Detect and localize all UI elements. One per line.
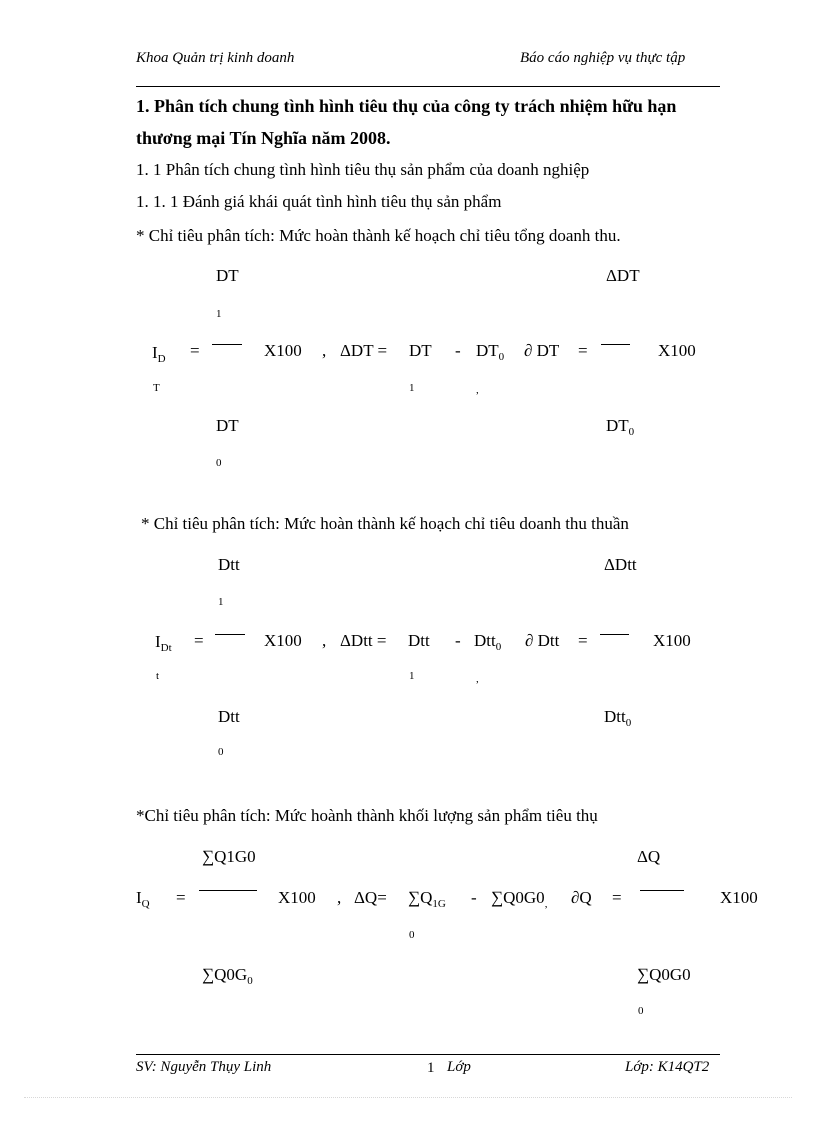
f2-index-symbol: $I_{Dt}$ <box>155 632 172 654</box>
f2-numerator: Dtt <box>218 555 240 574</box>
f1-separator: , <box>322 341 327 360</box>
f1-comma: , <box>476 384 479 396</box>
f2-x100-a: X100 <box>264 631 302 650</box>
f3-index-symbol: $I_Q$ <box>136 888 150 910</box>
page-bottom-border <box>24 1097 792 1098</box>
f1-minus: - <box>455 341 461 360</box>
f1-fraction-bar-2 <box>601 344 630 345</box>
f1-denominator-subscript: 0 <box>216 457 222 469</box>
f3-delta-numerator: ΔQ <box>637 847 661 866</box>
f2-numerator-subscript: 1 <box>218 596 224 608</box>
heading-line-1: 1. Phân tích chung tình hình tiêu thụ của công ty trách nhiệm hữu hạn <box>136 96 677 116</box>
f2-denominator: Dtt <box>218 707 240 726</box>
footer-page-label: Lớp <box>447 1059 471 1075</box>
section-1-1-1: 1. 1. 1 Đánh giá khái quát tình hình tiêu thụ sản phẩm <box>136 192 502 211</box>
f3-fraction-bar-2 <box>640 890 684 891</box>
f2-term2: Dtt$_0$ <box>474 631 502 653</box>
f2-term1: Dtt <box>408 631 430 650</box>
header-rule <box>136 86 720 87</box>
f3-term1: $\sum Q_{1G}$ <box>408 888 446 910</box>
f1-x100-a: X100 <box>264 341 302 360</box>
heading-line-2: thương mại Tín Nghĩa năm 2008. <box>136 128 391 148</box>
header-right: Báo cáo nghiệp vụ thực tập <box>520 50 686 66</box>
f1-term1-subscript: 1 <box>409 382 415 394</box>
header-left: Khoa Quản trị kinh doanh <box>136 50 295 66</box>
f1-relative: ∂ DT <box>524 341 560 360</box>
f3-equals-2: = <box>612 888 622 907</box>
f2-delta-numerator: ΔDtt <box>604 555 637 574</box>
f2-fraction-bar-2 <box>600 634 629 635</box>
f2-index-subscript-2: t <box>156 670 160 682</box>
section-1-1: 1. 1 Phân tích chung tình hình tiêu thụ sản phẩm của doanh nghiệp <box>136 160 590 179</box>
footer-rule <box>136 1054 720 1055</box>
f2-term1-subscript: 1 <box>409 670 415 682</box>
f3-delta-eq: ΔQ= <box>354 888 387 907</box>
formula-1-intro: * Chỉ tiêu phân tích: Mức hoàn thành kế hoạch chỉ tiêu tổng doanh thu. <box>136 226 621 245</box>
f1-equals: = <box>190 341 200 360</box>
f1-fraction-bar <box>212 344 242 345</box>
footer-left: SV: Nguyễn Thụy Linh <box>136 1059 272 1075</box>
footer-page-number: 1 <box>427 1060 435 1076</box>
f1-numerator: DT <box>216 266 239 285</box>
f1-term1: DT <box>409 341 432 360</box>
f3-relative: ∂Q <box>571 888 592 907</box>
f2-separator: , <box>322 631 327 650</box>
f1-delta-numerator: ΔDT <box>606 266 640 285</box>
f3-x100-b: X100 <box>720 888 758 907</box>
f3-term2: $\sum Q0G0_,$ <box>491 888 548 910</box>
f3-delta-denominator: ∑Q0G0 <box>637 965 691 984</box>
f2-delta-denominator: Dtt$_0$ <box>604 707 632 729</box>
f2-equals: = <box>194 631 204 650</box>
f3-separator: , <box>337 888 342 907</box>
f3-numerator: ∑Q1G0 <box>202 847 256 866</box>
footer-right: Lớp: K14QT2 <box>625 1059 710 1075</box>
f2-equals-2: = <box>578 631 588 650</box>
formula-3-intro: *Chỉ tiêu phân tích: Mức hoành thành khối lượng sản phẩm tiêu thụ <box>136 806 598 825</box>
f2-fraction-bar <box>215 634 245 635</box>
f3-equals: = <box>176 888 186 907</box>
f3-minus: - <box>471 888 477 907</box>
f3-denominator: $\sum Q0G_0$ <box>202 965 253 987</box>
f1-numerator-subscript: 1 <box>216 308 222 320</box>
f1-term2: $DT_0$ <box>476 341 505 363</box>
f2-relative: ∂ Dtt <box>525 631 560 650</box>
f1-index-symbol: $I_D$ <box>152 343 166 365</box>
f2-x100-b: X100 <box>653 631 691 650</box>
f1-denominator: DT <box>216 416 239 435</box>
f3-delta-denominator-under: 0 <box>638 1005 644 1017</box>
f3-x100-a: X100 <box>278 888 316 907</box>
f1-x100-b: X100 <box>658 341 696 360</box>
f1-index-subscript-2: T <box>153 382 160 394</box>
f3-fraction-bar <box>199 890 257 891</box>
f2-denominator-subscript: 0 <box>218 746 224 758</box>
f2-minus: - <box>455 631 461 650</box>
f1-equals-2: = <box>578 341 588 360</box>
f1-delta-denominator: $DT_0$ <box>606 416 635 438</box>
f1-delta-eq: ΔDT = <box>340 341 388 360</box>
f2-comma: , <box>476 673 479 685</box>
f2-delta-eq: ΔDtt = <box>340 631 387 650</box>
f3-term1-under: 0 <box>409 929 415 941</box>
formula-2-intro: * Chỉ tiêu phân tích: Mức hoàn thành kế hoạch chỉ tiêu doanh thu thuần <box>141 514 629 533</box>
